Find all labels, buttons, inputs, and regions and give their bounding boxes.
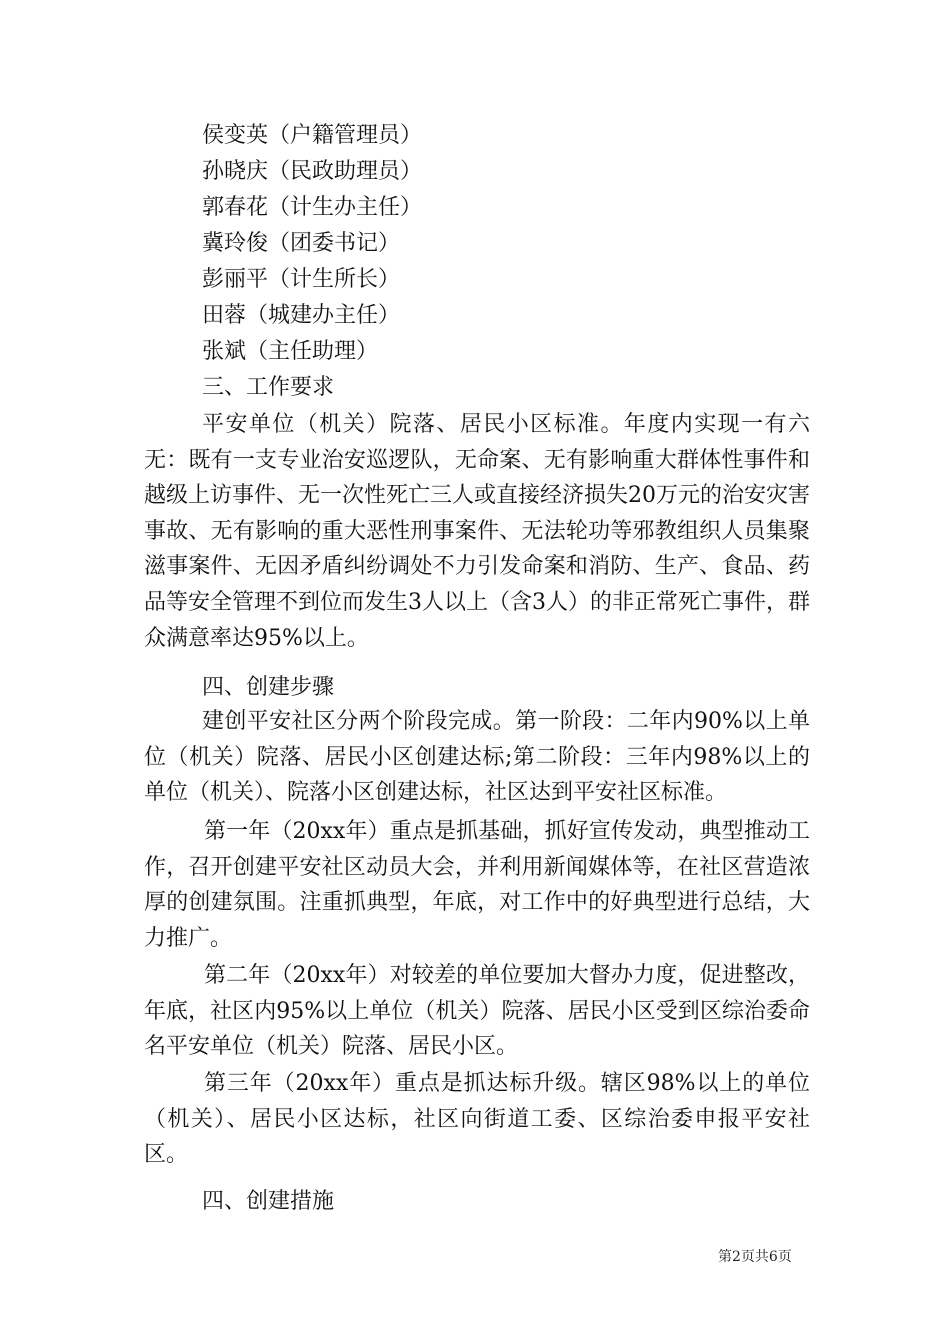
- paragraph-first-year: 第一年（20xx年）重点是抓基础，抓好宣传发动，典型推动工作，召开创建平安社区动员大会，并利用新闻媒体等，在社区营造浓厚的创建氛围。注重抓典型，年底，对工作中的好典型进行总结，大力推广。: [144, 819, 810, 951]
- staff-list-item: 彭丽平（计生所长）: [202, 267, 401, 292]
- staff-list-item: 田蓉（城建办主任）: [202, 303, 401, 328]
- page-number-footer: 第2页共6页: [718, 1249, 792, 1265]
- staff-list-item: 郭春花（计生办主任）: [202, 195, 423, 220]
- paragraph-second-year: 第二年（20xx年）对较差的单位要加大督办力度，促进整改，年底，社区内95%以上单位（机关）院落、居民小区受到区综治委命名平安单位（机关）院落、居民小区。: [144, 963, 810, 1060]
- paragraph-two-stages: 建创平安社区分两个阶段完成。第一阶段：二年内90%以上单位（机关）院落、居民小区创建达标;第二阶段：三年内98%以上的单位（机关）、院落小区创建达标，社区达到平安社区标准。: [144, 709, 810, 806]
- staff-list-item: 张斌（主任助理）: [202, 339, 379, 364]
- paragraph-standards: 平安单位（机关）院落、居民小区标准。年度内实现一有六无：既有一支专业治安巡逻队，无命案、无有影响重大群体性事件和越级上访事件、无一次性死亡三人或直接经济损失20万元的治安灾害事故、无有影响的重大恶性刑事案件、无法轮功等邪教组织人员集聚滋事案件、无因矛盾纠纷调处不力引发命案和消防、生产、食品、药品等安全管理不到位而发生3人以上（含3人）的非正常死亡事件，群众满意率达95%以上。: [144, 412, 810, 651]
- staff-list-item: 孙晓庆（民政助理员）: [202, 159, 423, 184]
- staff-list-item: 侯变英（户籍管理员）: [202, 123, 423, 148]
- section-heading-creation-steps: 四、创建步骤: [202, 675, 335, 700]
- section-heading-creation-measures: 四、创建措施: [202, 1189, 335, 1214]
- section-heading-work-requirements: 三、工作要求: [202, 375, 335, 400]
- staff-list-item: 冀玲俊（团委书记）: [202, 231, 401, 256]
- paragraph-third-year: 第三年（20xx年）重点是抓达标升级。辖区98%以上的单位（机关）、居民小区达标，社区向街道工委、区综治委申报平安社区。: [144, 1071, 810, 1168]
